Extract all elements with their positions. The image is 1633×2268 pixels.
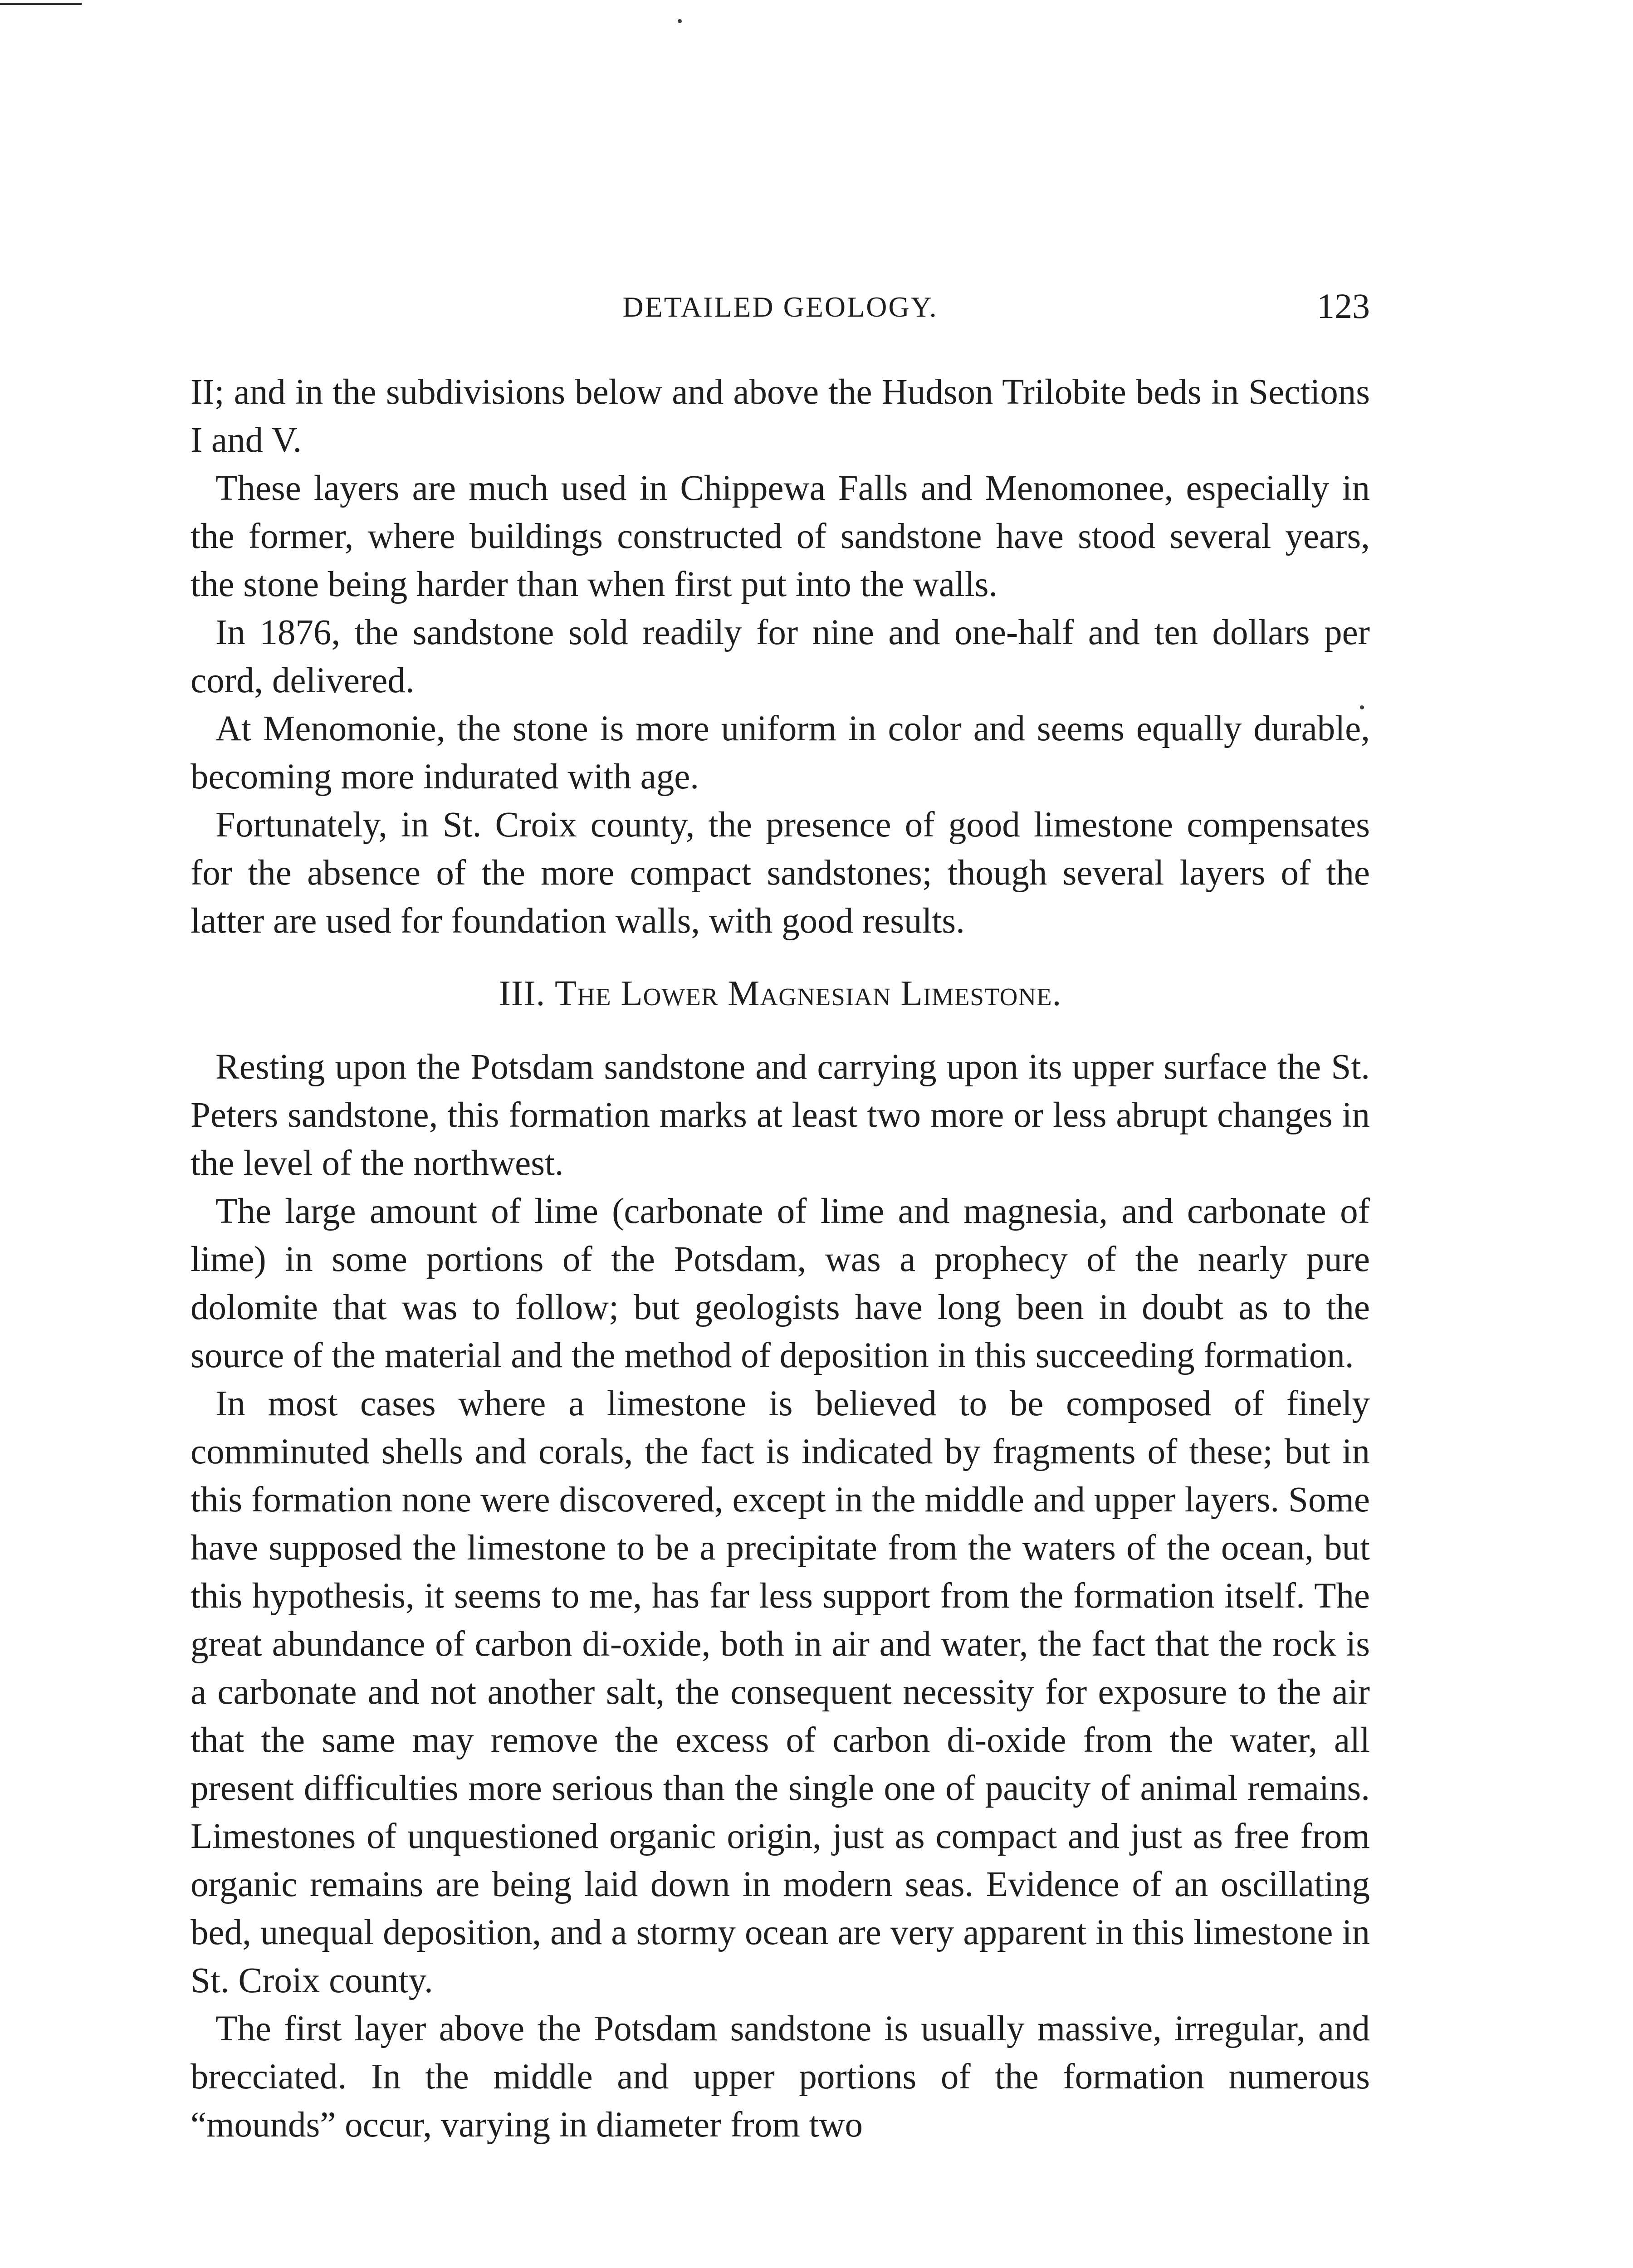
paragraph: Fortunately, in St. Croix county, the presence of good limestone compensates for the absence of the more compact sandstones; though several layers of the latter are used for foundation walls, with good results. — [191, 805, 1370, 941]
paragraph: Resting upon the Potsdam sandstone and carrying upon its upper surface the St. Peters sandstone, this formation marks at least two more or less abrupt changes in the level of the northwest. — [191, 1047, 1370, 1183]
paragraph: The large amount of lime (carbonate of lime and magnesia, and carbonate of lime) in some portions of the Potsdam, was a prophecy of the nearly pure dolomite that was to follow; but geologists have long been in doubt as to the source of the material and the method of deposition in this succeeding formation. — [191, 1192, 1370, 1375]
paragraph: These layers are much used in Chippewa Falls and Menomonee, especially in the former, where buildings constructed of sandstone have stood several years, the stone being harder than when first put into the walls. — [191, 469, 1370, 604]
running-title: DETAILED GEOLOGY. — [622, 291, 938, 323]
paragraph: In most cases where a limestone is believed to be composed of finely comminuted shells and corals, the fact is indicated by fragments of these; but in this formation none were discovered, except in the middle and upper layers. Some have supposed the limestone to be a precipitate from the waters of the ocean, but this hypothesis, it seems to me, has far less support from the formation itself. The great abundance of carbon di-oxide, both in air and water, the fact that the rock is a carbonate and not another salt, the consequent necessity for exposure to the air that the same may remove the excess of carbon di-oxide from the water, all present difficulties more serious than the single one of paucity of animal remains. Limestones of unquestioned organic origin, just as compact and just as free from organic remains are being laid down in modern seas. Evidence of an oscillating bed, unequal deposition, and a stormy ocean are very apparent in this limestone in St. Croix county. — [191, 1384, 1370, 2000]
section-numeral: III. — [499, 974, 546, 1013]
running-head — [191, 286, 1370, 340]
section-title: The Lower Magnesian Limestone. — [555, 974, 1062, 1013]
paragraph: At Menomonie, the stone is more uniform in color and seems equally durable, becoming more indurated with age. — [191, 709, 1370, 797]
section-heading — [191, 970, 1370, 1018]
paragraph: The first layer above the Potsdam sandstone is usually massive, irregular, and brecciated. In the middle and upper portions of the formation numerous “mounds” occur, varying in diameter from two — [191, 2009, 1370, 2145]
paragraph: In 1876, the sandstone sold readily for nine and one-half and ten dollars per cord, delivered. — [191, 613, 1370, 700]
print-speck — [678, 19, 682, 23]
page-number: 123 — [1317, 286, 1370, 326]
paragraph: II; and in the subdivisions below and above the Hudson Trilobite beds in Sections I and V. — [191, 372, 1370, 460]
page-edge-rule — [0, 3, 82, 5]
body-text — [191, 368, 1370, 2149]
